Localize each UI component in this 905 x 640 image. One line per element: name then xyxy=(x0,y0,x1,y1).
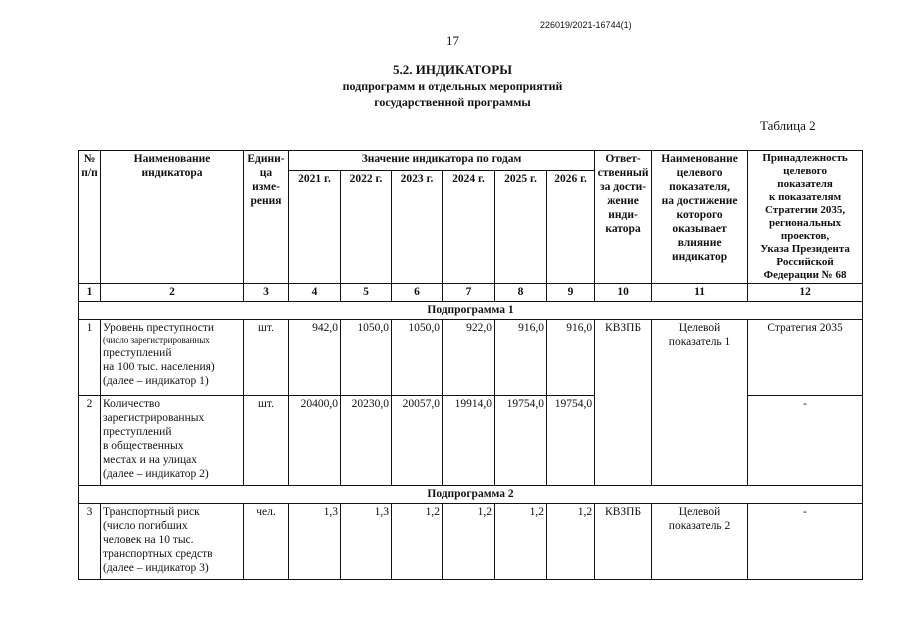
target-indicator-line: показатель 2 xyxy=(668,520,731,532)
value-2026: 1,2 xyxy=(547,504,595,580)
target-indicator-line: Целевой xyxy=(678,322,721,334)
belonging-cell: - xyxy=(748,396,863,486)
indicator-name-line: преступлений xyxy=(103,426,172,438)
column-number: 2 xyxy=(101,284,244,302)
belonging-cell: Стратегия 2035 xyxy=(748,320,863,396)
value-2022: 20230,0 xyxy=(341,396,392,486)
value-2026: 19754,0 xyxy=(547,396,595,486)
title-block xyxy=(0,62,905,110)
value-2024: 19914,0 xyxy=(443,396,495,486)
value-2025: 1,2 xyxy=(495,504,547,580)
value-2023: 1,2 xyxy=(392,504,443,580)
indicator-name xyxy=(101,504,244,580)
indicator-name-line: преступлений xyxy=(103,347,172,359)
header-values-by-year: Значение индикатора по годам xyxy=(289,151,595,171)
value-2021: 942,0 xyxy=(289,320,341,396)
column-number: 3 xyxy=(244,284,289,302)
header-unit-text: Едини- ца изме- рения xyxy=(247,153,285,207)
indicator-name-line: транспортных средств xyxy=(103,548,213,560)
document-registration-number: 226019/2021-16744(1) xyxy=(540,20,632,30)
table-row xyxy=(79,320,863,396)
responsible-cell: КВЗПБ xyxy=(595,504,652,580)
header-year-2023: 2023 г. xyxy=(392,171,443,284)
table-label: Таблица 2 xyxy=(760,118,816,133)
value-2022: 1050,0 xyxy=(341,320,392,396)
indicator-name-line: (далее – индикатор 3) xyxy=(103,562,209,574)
value-2022: 1,3 xyxy=(341,504,392,580)
subtitle-line-1: подпрограмм и отдельных мероприятий xyxy=(342,79,563,93)
row-number: 3 xyxy=(79,504,101,580)
header-year-2024: 2024 г. xyxy=(443,171,495,284)
indicator-name-line: (далее – индикатор 2) xyxy=(103,468,209,480)
value-2021: 20400,0 xyxy=(289,396,341,486)
column-number: 5 xyxy=(341,284,392,302)
header-year-2026: 2026 г. xyxy=(547,171,595,284)
unit-cell: чел. xyxy=(244,504,289,580)
header-belonging xyxy=(748,151,863,284)
indicator-name-line: зарегистрированных xyxy=(103,412,205,424)
indicator-name-line: (число зарегистрированных xyxy=(103,335,210,345)
row-number: 1 xyxy=(79,320,101,396)
unit-cell: шт. xyxy=(244,320,289,396)
page-number: 17 xyxy=(446,33,459,48)
header-indicator-name xyxy=(101,151,244,284)
value-2021: 1,3 xyxy=(289,504,341,580)
indicator-name-line: в общественных xyxy=(103,440,184,452)
indicators-table xyxy=(78,150,863,580)
header-number-text: № п/п xyxy=(81,153,98,179)
target-indicator-cell xyxy=(652,504,748,580)
target-indicator-cell xyxy=(652,320,748,486)
section-title: Подпрограмма 1 xyxy=(79,302,863,320)
header-target-indicator-text: Наименование целевого показателя, на достижение которого оказывает влияние индикатор xyxy=(661,153,738,263)
column-number: 12 xyxy=(748,284,863,302)
column-number: 6 xyxy=(392,284,443,302)
header-responsible-text: Ответ- ственный за дости- жение инди- катора xyxy=(597,153,649,235)
belonging-cell: - xyxy=(748,504,863,580)
value-2026: 916,0 xyxy=(547,320,595,396)
indicator-name-line: (число погибших xyxy=(103,520,188,532)
responsible-cell: КВЗПБ xyxy=(595,320,652,486)
column-number: 10 xyxy=(595,284,652,302)
indicator-name-line: Количество xyxy=(103,398,160,410)
header-responsible xyxy=(595,151,652,284)
column-number: 4 xyxy=(289,284,341,302)
header-number xyxy=(79,151,101,284)
indicator-name-line: (далее – индикатор 1) xyxy=(103,375,209,387)
value-2025: 19754,0 xyxy=(495,396,547,486)
header-target-indicator xyxy=(652,151,748,284)
target-indicator-line: Целевой xyxy=(678,506,721,518)
section-title: Подпрограмма 2 xyxy=(79,486,863,504)
value-2023: 20057,0 xyxy=(392,396,443,486)
section-row-subprogram-1 xyxy=(79,302,863,320)
column-number: 7 xyxy=(443,284,495,302)
indicator-name-line: на 100 тыс. населения) xyxy=(103,361,215,373)
column-number: 1 xyxy=(79,284,101,302)
header-belonging-text: Принадлежность целевого показателя к показателям Стратегии 2035, региональных проектов, Указа Президента Российской Федерации № 68 xyxy=(760,152,850,281)
unit-cell: шт. xyxy=(244,396,289,486)
column-number-row xyxy=(79,284,863,302)
document-title: 5.2. ИНДИКАТОРЫ xyxy=(392,62,513,77)
column-number: 8 xyxy=(495,284,547,302)
indicator-name xyxy=(101,396,244,486)
indicator-name-line: Транспортный риск xyxy=(103,506,200,518)
header-unit xyxy=(244,151,289,284)
column-number: 11 xyxy=(652,284,748,302)
indicator-name xyxy=(101,320,244,396)
target-indicator-line: показатель 1 xyxy=(668,336,731,348)
indicator-name-line: Уровень преступности xyxy=(103,322,215,334)
value-2023: 1050,0 xyxy=(392,320,443,396)
row-number: 2 xyxy=(79,396,101,486)
indicator-name-line: местах и на улицах xyxy=(103,454,197,466)
header-indicator-name-text: Наименование индикатора xyxy=(133,153,211,179)
section-row-subprogram-2 xyxy=(79,486,863,504)
value-2025: 916,0 xyxy=(495,320,547,396)
header-year-2022: 2022 г. xyxy=(341,171,392,284)
value-2024: 922,0 xyxy=(443,320,495,396)
column-number: 9 xyxy=(547,284,595,302)
header-year-2021: 2021 г. xyxy=(289,171,341,284)
value-2024: 1,2 xyxy=(443,504,495,580)
table-row xyxy=(79,504,863,580)
header-year-2025: 2025 г. xyxy=(495,171,547,284)
indicator-name-line: человек на 10 тыс. xyxy=(103,534,194,546)
subtitle-line-2: государственной программы xyxy=(374,95,531,109)
